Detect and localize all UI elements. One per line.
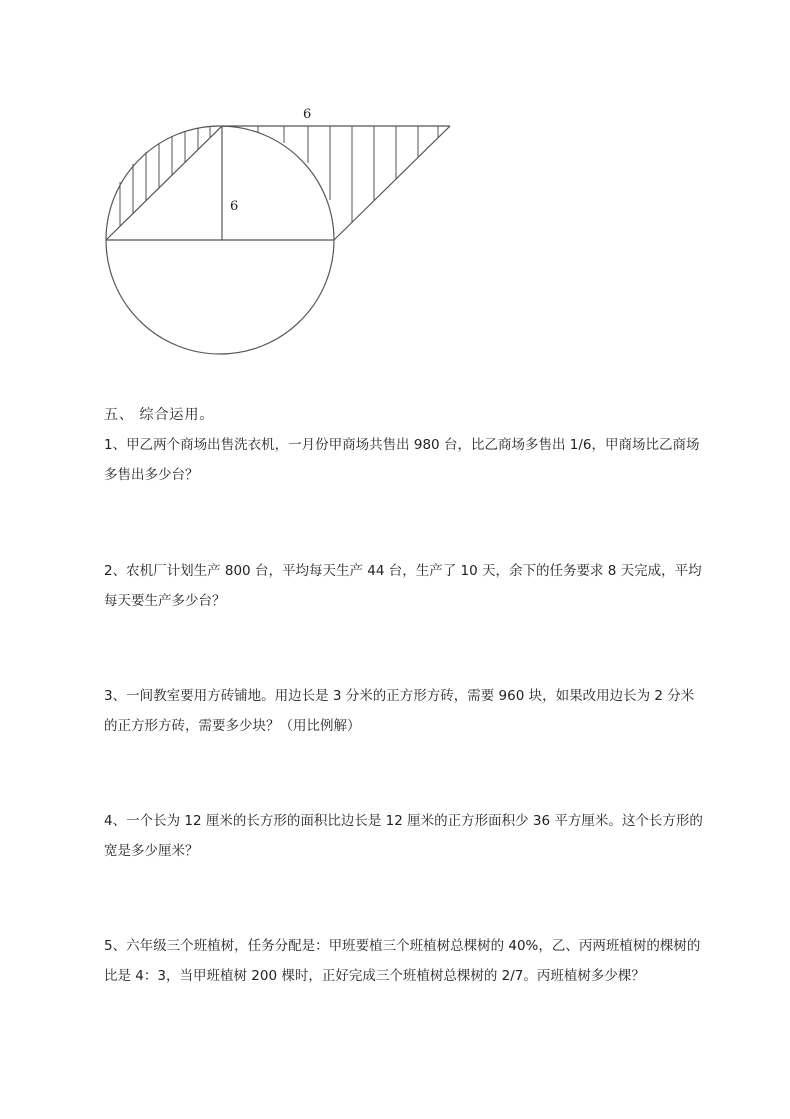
- left-slant-line: [106, 126, 222, 240]
- right-hatch: [258, 126, 438, 222]
- geometry-figure: [0, 0, 790, 380]
- problem-5: 5、六年级三个班植树，任务分配是：甲班要植三个班植树总棵树的 40%，乙、丙两班植树的棵树的比是 4：3，当甲班植树 200 棵时，正好完成三个班植树总棵树的 2/7。丙班植树多少棵？: [104, 938, 701, 984]
- problem-4: 4、一个长为 12 厘米的长方形的面积比边长是 12 厘米的正方形面积少 36 平方厘米。这个长方形的宽是多少厘米？: [104, 813, 703, 859]
- section-title: 五、 综合运用。: [104, 407, 215, 423]
- problem-3: 3、一间教室要用方砖铺地。用边长是 3 分米的正方形方砖，需要 960 块，如果改用边长为 2 分米的正方形方砖，需要多少块？（用比例解）: [104, 688, 695, 734]
- top-length-label: 6: [303, 107, 312, 122]
- left-hatch: [120, 126, 210, 226]
- height-label: 6: [230, 199, 239, 214]
- right-slant-line: [334, 126, 450, 240]
- problem-2: 2、农机厂计划生产 800 台，平均每天生产 44 台，生产了 10 天，余下的任务要求 8 天完成，平均每天要生产多少台？: [104, 563, 702, 609]
- problem-1: 1、甲乙两个商场出售洗衣机，一月份甲商场共售出 980 台，比乙商场多售出 1/6，甲商场比乙商场多售出多少台？: [104, 437, 700, 483]
